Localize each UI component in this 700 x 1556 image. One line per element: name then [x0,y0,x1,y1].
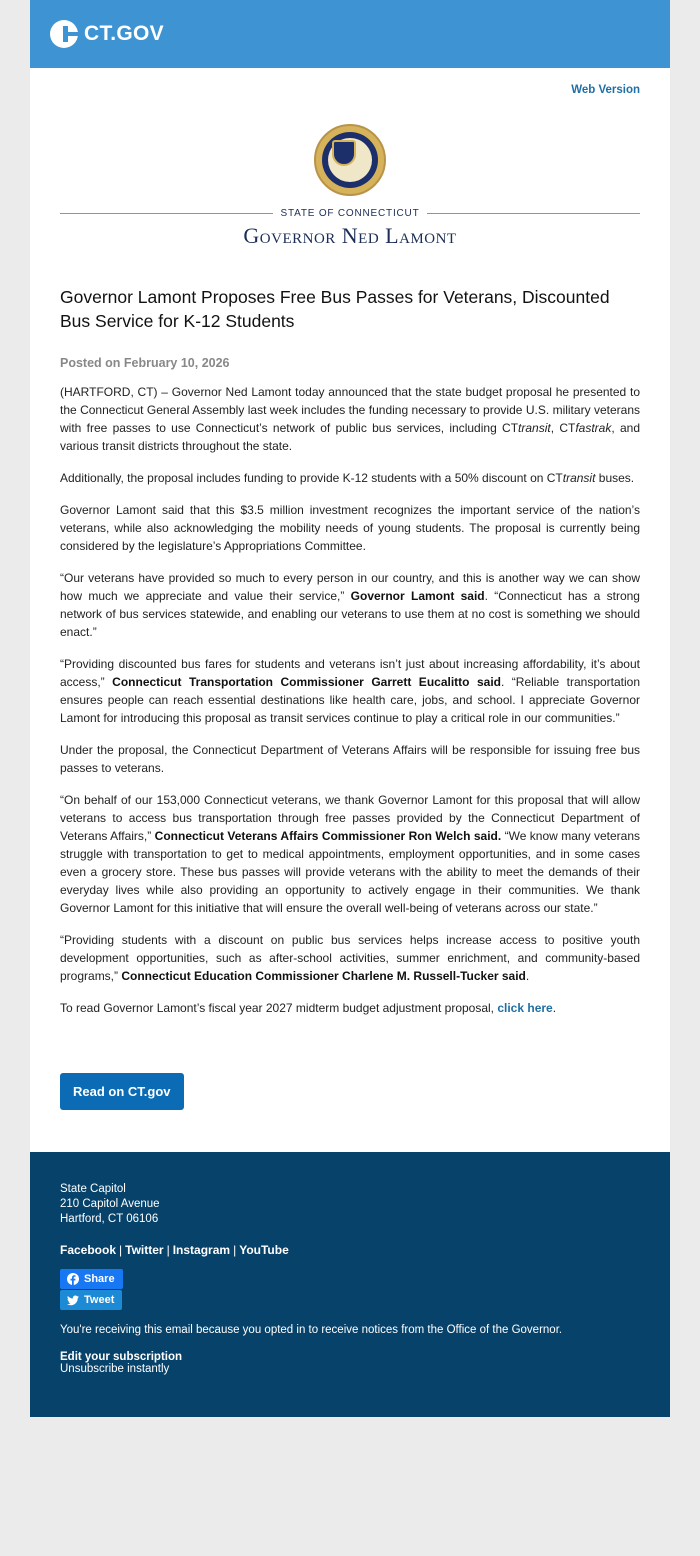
edit-subscription-link[interactable]: Edit your subscription [60,1350,183,1363]
share-buttons [60,1269,640,1311]
governor-masthead [60,108,640,258]
ctgov-banner [30,0,670,68]
email-container [30,0,670,1417]
paragraph-5-quote: “Providing discounted bus fares for students and veterans isn’t just about increasing affordability, it’s about access,” Connecticut Transportation Commissioner Garrett Eucalitto said. “Reliable transportation ensures people can reach essential destinations like health care, jobs, and school. I appreciate Governor Lamont for introducing this proposal as transit services continue to play a critical role in our communities.” [60,657,641,725]
governor-seal-icon [314,124,386,196]
paragraph-1: (HARTFORD, CT) – Governor Ned Lamont today announced that the state budget proposal he presented to the Connecticut General Assembly last week includes the funding necessary to provide U.S. military veterans with free passes to use Connecticut’s network of public bus services, including CTtransit, CTfastrak, and various transit districts throughout the state. [60,385,640,453]
paragraph-2: Additionally, the proposal includes funding to provide K-12 students with a 50% discount on CTtransit buses. [60,471,635,485]
facebook-link[interactable]: Facebook [60,1243,117,1257]
web-version-link[interactable]: Web Version [571,84,640,96]
divider-left [60,213,273,214]
unsubscribe-link[interactable]: Unsubscribe instantly [60,1362,170,1375]
twitter-tweet-button[interactable]: Tweet [60,1290,122,1310]
facebook-share-button[interactable]: Share [60,1269,123,1289]
twitter-link[interactable]: Twitter [125,1243,164,1257]
article-title: Governor Lamont Proposes Free Bus Passes for Veterans, Discounted Bus Service for K-12 Students [60,287,610,331]
facebook-icon [67,1273,79,1285]
youtube-link[interactable]: YouTube [239,1243,289,1257]
paragraph-4-quote: “Our veterans have provided so much to every person in our country, and this is another way we can show how much we appreciate and value their service,” Governor Lamont said. “Connecticut has a strong network of bus services statewide, and enabling our veterans to use them at no cost is something we should enact.” [60,571,640,639]
address-block: State Capitol 210 Capitol Avenue Hartford, CT 06106 [60,1183,160,1225]
paragraph-3: Governor Lamont said that this $3.5 million investment recognizes the important service of the nation’s veterans, while also acknowledging the mobility needs of young students. The proposal is currently being considered by the legislature’s Appropriations Committee. [60,503,640,553]
ctgov-logo[interactable] [50,20,164,48]
posted-date: Posted on February 10, 2026 [60,356,230,370]
ct-logo-icon [50,20,78,48]
social-links: Facebook | Twitter | Instagram | YouTube [60,1243,289,1257]
read-on-ctgov-button[interactable]: Read on CT.gov [60,1073,184,1110]
twitter-bird-icon [67,1295,79,1306]
governor-name: Governor Ned Lamont [243,223,457,248]
paragraph-6: Under the proposal, the Connecticut Department of Veterans Affairs will be responsible for issuing free bus passes to veterans. [60,743,640,775]
state-label: STATE OF CONNECTICUT [280,208,420,219]
instagram-link[interactable]: Instagram [172,1243,231,1257]
paragraph-9: To read Governor Lamont’s fiscal year 2027 midterm budget adjustment proposal, click here. [60,1001,557,1015]
paragraph-7-quote: “On behalf of our 153,000 Connecticut veterans, we thank Governor Lamont for this proposal that will allow veterans to access bus transportation through free passes provided by the Connecticut Department of Veterans Affairs,” Connecticut Veterans Affairs Commissioner Ron Welch said. “We know many veterans struggle with transportation to get to medical appointments, employment opportunities, and in some cases even a grocery store. These bus passes will provide veterans with the ability to meet the demands of their everyday lives while also providing an opportunity to actively engage in their communities. We thank Governor Lamont for this initiative that will ensure the overall well-being of veterans across our state.” [60,793,641,915]
logo-text: CT.GOV [84,22,164,45]
divider-right [427,213,640,214]
paragraph-8-quote: “Providing students with a discount on public bus services helps increase access to positive youth development opportunities, such as after-school activities, summer enrichment, and community-based programs,” Connecticut Education Commissioner Charlene M. Russell-Tucker said. [60,933,640,983]
subscription-notice: You're receiving this email because you opted in to receive notices from the Office of the Governor. [60,1323,563,1336]
main-content [30,68,670,1152]
click-here-link[interactable]: click here [497,1001,553,1015]
footer [30,1152,670,1417]
